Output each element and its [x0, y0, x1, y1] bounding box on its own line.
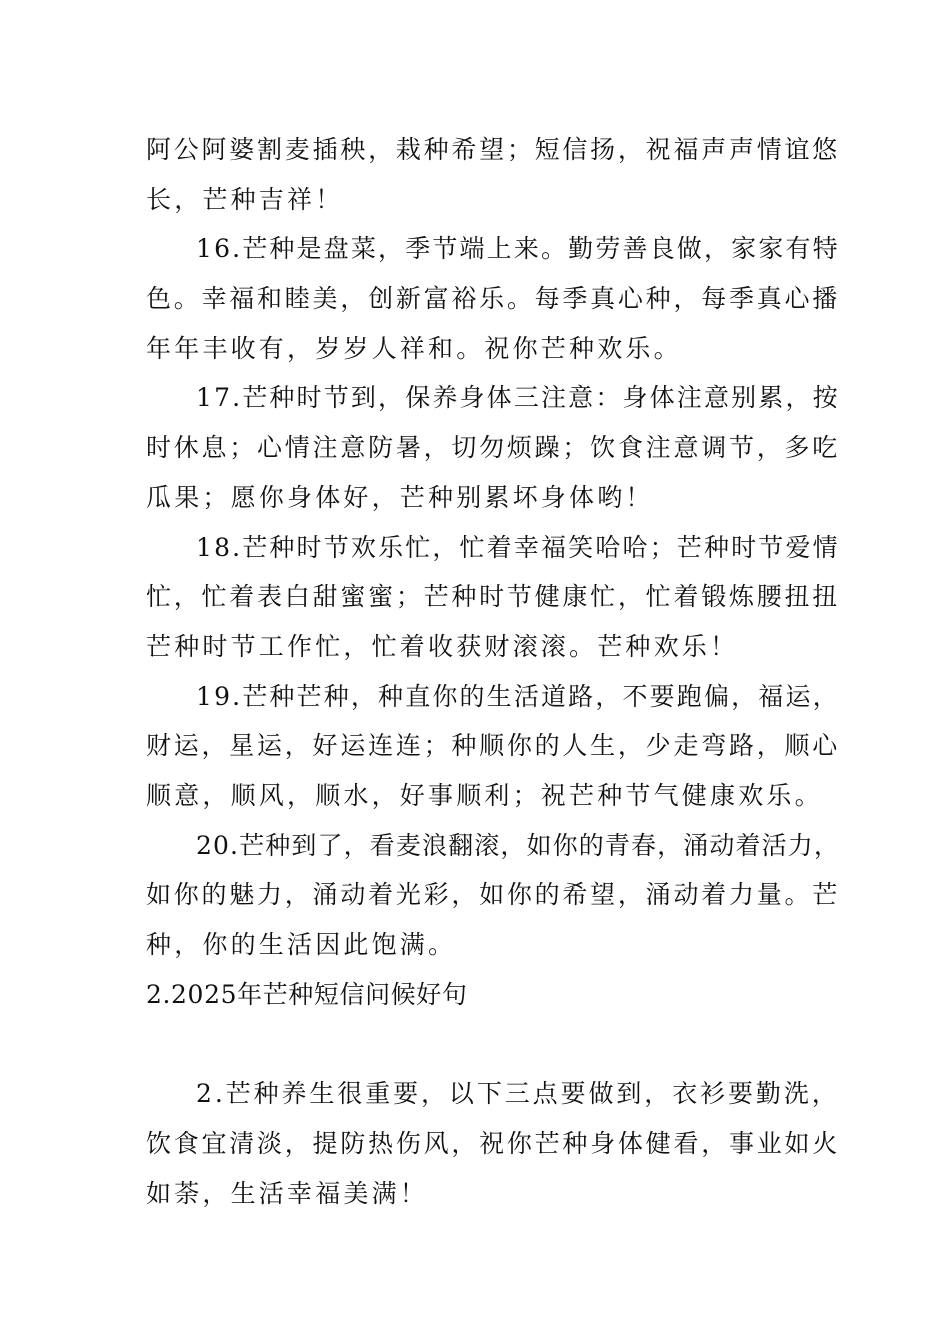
item-16-line: 16.芒种是盘菜，季节端上来。勤劳善良做，家家有特 — [196, 234, 840, 263]
item-20-line: 种，你的生活因此饱满。 — [146, 930, 457, 959]
item-18-line: 18.芒种时节欢乐忙，忙着幸福笑哈哈；芒种时节爱情 — [196, 533, 840, 562]
item-17-line: 时休息；心情注意防暑，切勿烦躁；饮食注意调节，多吃 — [146, 433, 841, 462]
item-16-line: 色。幸福和睦美，创新富裕乐。每季真心种，每季真心播 — [146, 284, 841, 313]
item-19-line: 顺意，顺风，顺水，好事顺利；祝芒种节气健康欢乐。 — [146, 781, 823, 810]
item-19-line: 19.芒种芒种，种直你的生活道路，不要跑偏，福运， — [196, 682, 840, 711]
section-paragraph-line: 饮食宜清淡，提防热伤风，祝你芒种身体健看，事业如火 — [146, 1129, 841, 1158]
item-18-line: 忙，忙着表白甜蜜蜜；芒种时节健康忙，忙着锻炼腰扭扭 — [146, 582, 841, 611]
section-paragraph-line: 如荼，生活幸福美满！ — [146, 1179, 429, 1208]
item-16-line: 年年丰收有，岁岁人祥和。祝你芒种欢乐。 — [146, 334, 682, 363]
item-18-line: 芒种时节工作忙，忙着收获财滚滚。芒种欢乐！ — [146, 632, 739, 661]
item-17-line: 17.芒种时节到，保养身体三注意：身体注意别累，按 — [196, 383, 840, 412]
item-20-line: 如你的魅力，涌动着光彩，如你的希望，涌动着力量。芒 — [146, 880, 841, 909]
section-paragraph-line: 2.芒种养生很重要，以下三点要做到，衣衫要勤洗， — [196, 1079, 840, 1108]
paragraph-line: 长，芒种吉祥！ — [146, 185, 344, 214]
paragraph-line: 阿公阿婆割麦插秧，栽种希望；短信扬，祝福声声情谊悠 — [146, 135, 841, 164]
section-heading: 2.2025年芒种短信问候好句 — [146, 980, 468, 1009]
item-19-line: 财运，星运，好运连连；种顺你的人生，少走弯路，顺心 — [146, 731, 841, 760]
item-20-line: 20.芒种到了，看麦浪翻滚，如你的青春，涌动着活力， — [196, 831, 840, 860]
item-17-line: 瓜果；愿你身体好，芒种别累坏身体哟！ — [146, 483, 654, 512]
